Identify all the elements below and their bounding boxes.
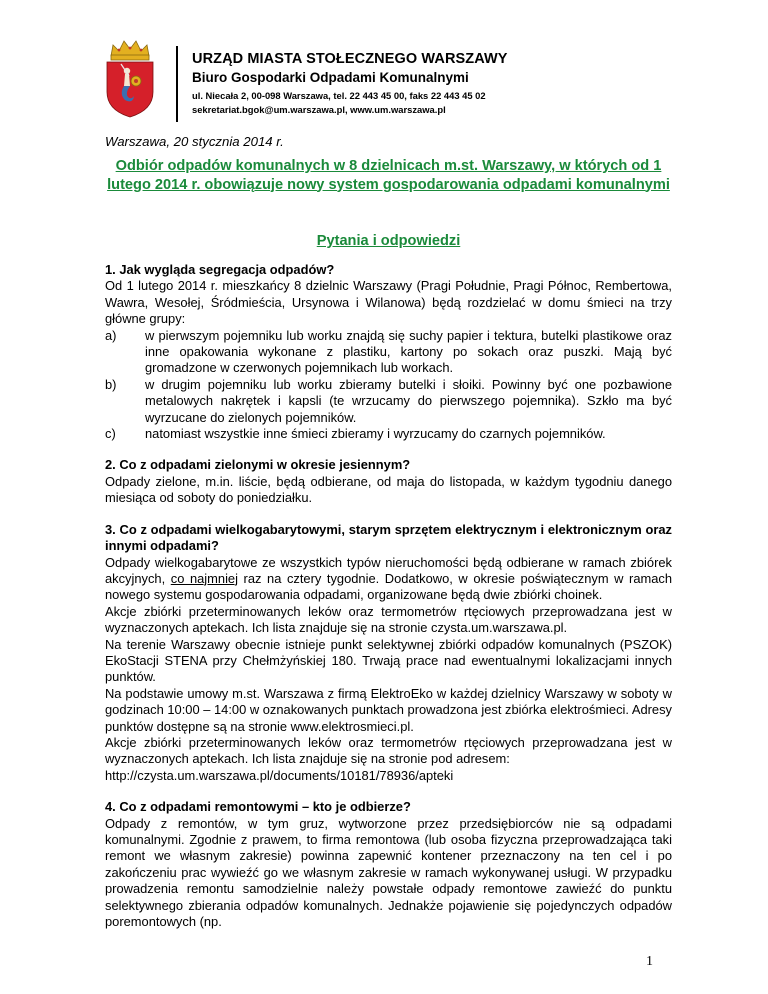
answer-3-text: Odpady wielkogabarytowe ze wszystkich typów nieruchomości będą odbierane w ramach zbiórek akcyjnych, bbox=[105, 554, 672, 586]
letterhead-contact: sekretariat.bgok@um.warszawa.pl, www.um.warszawa.pl bbox=[192, 104, 446, 115]
answer-1-intro: Od 1 lutego 2014 r. mieszkańcy 8 dzielnic Warszawy (Pragi Południe, Pragi Północ, Rembertowa, Wawra, Wesołej, Śródmieścia, Ursynowa i Wilanowa) będą rozdzielać w domu śmieci na trzy główne grupy: bbox=[105, 278, 672, 327]
answer-2: Odpady zielone, m.in. liście, będą odbierane, od maja do listopada, w każdym tygodniu danego miesiąca od soboty do poniedziałku. bbox=[105, 473, 672, 506]
list-item bbox=[105, 377, 672, 426]
letterhead-divider bbox=[176, 46, 178, 122]
letterhead-address: ul. Niecała 2, 00-098 Warszawa, tel. 22 443 45 00, faks 22 443 45 02 bbox=[192, 90, 486, 101]
list-item-text: natomiast wszystkie inne śmieci zbieramy i wyrzucamy do czarnych pojemników. bbox=[145, 426, 606, 442]
question-3: 3. Co z odpadami wielkogabarytowymi, starym sprzętem elektrycznym i elektronicznym oraz innymi odpadami? bbox=[105, 521, 672, 554]
question-1: 1. Jak wygląda segregacja odpadów? bbox=[105, 262, 335, 277]
list-item-label: b) bbox=[105, 376, 117, 392]
list-item-text: w pierwszym pojemniku lub worku znajdą się suchy papier i tektura, butelki plastikowe oraz inne opakowania wykonane z plastiku, kartony po sokach oraz puszki. Mają być gromadzone w czerwonych pojemnikach lub workach. bbox=[145, 327, 672, 376]
list-item-label: a) bbox=[105, 327, 117, 343]
question-4: 4. Co z odpadami remontowymi – kto je odbierze? bbox=[105, 799, 411, 815]
answer-3-paragraph-3: Na terenie Warszawy obecnie istnieje punkt selektywnej zbiórki odpadów komunalnych (PSZOK) EkoStacji STENA przy Chełmżyńskiej 180. Trwają prace nad ewentualnymi lokalizacjami innych punktów. bbox=[105, 636, 672, 685]
letterhead-dept: Biuro Gospodarki Odpadami Komunalnymi bbox=[192, 70, 469, 85]
list-item-label: c) bbox=[105, 426, 116, 442]
letterhead-org: URZĄD MIASTA STOŁECZNEGO WARSZAWY bbox=[192, 51, 508, 67]
answer-3-paragraph-1 bbox=[105, 555, 672, 604]
page-number: 1 bbox=[646, 954, 653, 969]
document-date: Warszawa, 20 stycznia 2014 r. bbox=[105, 134, 284, 149]
document-subtitle: Pytania i odpowiedzi bbox=[316, 233, 461, 249]
answer-3-text: raz na cztery tygodnie. Dodatkowo, w okresie poświątecznym w ramach nowego systemu gospodarowania odpadami, organizowane będą dwie zbiórki choinek. bbox=[105, 570, 673, 603]
list-item bbox=[105, 328, 672, 377]
pharmacy-list-url[interactable]: http://czysta.um.warszawa.pl/documents/10181/78936/apteki bbox=[105, 767, 454, 783]
answer-4: Odpady z remontów, w tym gruz, wytworzone przez przedsiębiorców nie są odpadami komunalnymi. Zgodnie z prawem, to firma remontowa (lub osoba fizyczna przeprowadzająca taki remont we własnym zakresie) powinna zapewnić kontener przeznaczony na ten cel i po zakończeniu prac wywieźć go we własnym zakresie w ramach wykonywanej usługi. W przypadku prowadzenia remontu samodzielnie należy powstałe odpady remontowe zawieźć do punktu selektywnego zbierania odpadów komunalnych. Jednakże pojawienie się pojedynczych odpadów poremontowych (np. bbox=[105, 815, 672, 930]
list-item-text: w drugim pojemniku lub worku zbieramy butelki i słoiki. Powinny być one pozbawione metalowych nakrętek i kapsli (te wrzucamy do pierwszego pojemnika). Szkło ma być wyrzucane do zielonych pojemników. bbox=[145, 376, 672, 425]
question-2: 2. Co z odpadami zielonymi w okresie jesiennym? bbox=[105, 457, 411, 473]
document-title: Odbiór odpadów komunalnych w 8 dzielnicach m.st. Warszawy, w których od 1 lutego 2014 r. obowiązuje nowy system gospodarowania odpadami komunalnymi bbox=[107, 158, 670, 193]
answer-3-paragraph-5: Akcje zbiórki przeterminowanych leków oraz termometrów rtęciowych przeprowadzana jest w wyznaczonych aptekach. Ich lista znajduje się na stronie pod adresem: bbox=[105, 734, 672, 767]
warsaw-crest-icon bbox=[103, 38, 157, 118]
list-item bbox=[105, 426, 672, 442]
document-body bbox=[105, 262, 672, 930]
answer-3-paragraph-2: Akcje zbiórki przeterminowanych leków oraz termometrów rtęciowych przeprowadzana jest w wyznaczonych aptekach. Ich lista znajduje się na stronie czysta.um.warszawa.pl. bbox=[105, 603, 672, 636]
answer-3-paragraph-4: Na podstawie umowy m.st. Warszawa z firmą ElektroEko w każdej dzielnicy Warszawy w soboty w godzinach 10:00 – 14:00 w oznakowanych punktach prowadzona jest zbiórka elektrośmieci. Adresy punktów dostępne są na stronie www.elektrosmieci.pl. bbox=[105, 685, 672, 734]
underlined-text: co najmniej bbox=[170, 570, 238, 586]
